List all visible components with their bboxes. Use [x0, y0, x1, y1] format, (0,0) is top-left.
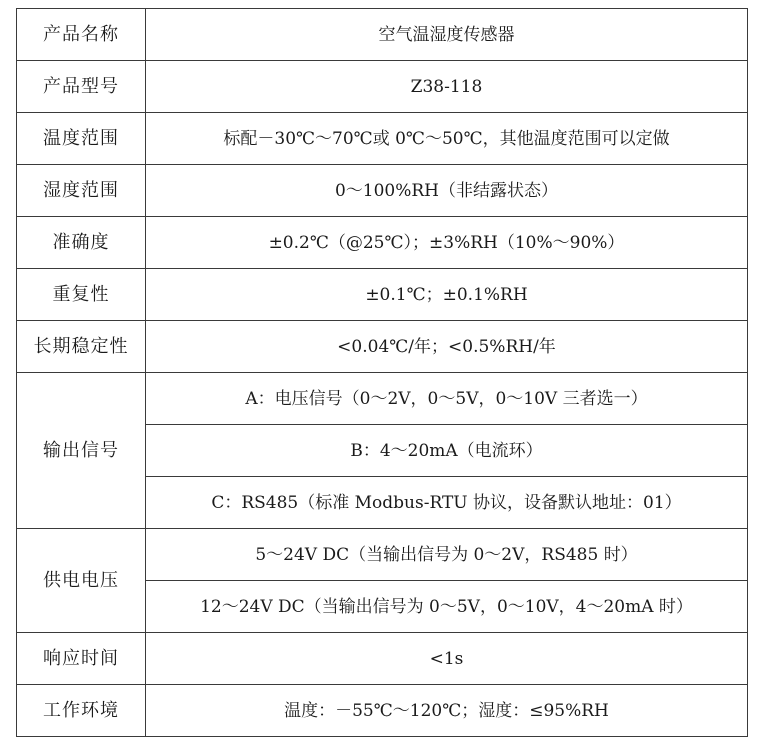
value-cell: 空气温湿度传感器 [146, 9, 748, 61]
value-cell: ±0.2℃（@25℃）；±3%RH（10%～90%） [146, 217, 748, 269]
row-product-name [17, 9, 748, 61]
label-cell: 工作环境 [17, 685, 146, 737]
row-repeatability [17, 269, 748, 321]
value-cell: <1s [146, 633, 748, 685]
value-cell: B：4～20mA（电流环） [146, 425, 748, 477]
label-cell: 温度范围 [17, 113, 146, 165]
row-working-environment [17, 685, 748, 737]
row-product-model [17, 61, 748, 113]
value-cell: <0.04℃/年；<0.5%RH/年 [146, 321, 748, 373]
spec-table [16, 8, 748, 737]
label-cell: 长期稳定性 [17, 321, 146, 373]
value-cell: 温度：－55℃～120℃；湿度：≤95%RH [146, 685, 748, 737]
row-temperature-range [17, 113, 748, 165]
value-cell: 5～24V DC（当输出信号为 0～2V，RS485 时） [146, 529, 748, 581]
value-cell: 0～100%RH（非结露状态） [146, 165, 748, 217]
label-cell: 输出信号 [17, 373, 146, 529]
label-cell: 准确度 [17, 217, 146, 269]
row-accuracy [17, 217, 748, 269]
row-humidity-range [17, 165, 748, 217]
value-cell: 12～24V DC（当输出信号为 0～5V，0～10V，4～20mA 时） [146, 581, 748, 633]
value-cell: 标配－30℃～70℃或 0℃～50℃，其他温度范围可以定做 [146, 113, 748, 165]
value-cell: Z38-118 [146, 61, 748, 113]
label-cell: 响应时间 [17, 633, 146, 685]
row-long-term-stability [17, 321, 748, 373]
row-supply-voltage [17, 529, 748, 581]
value-cell: A：电压信号（0～2V，0～5V，0～10V 三者选一） [146, 373, 748, 425]
value-cell: C：RS485（标准 Modbus-RTU 协议，设备默认地址：01） [146, 477, 748, 529]
label-cell: 产品名称 [17, 9, 146, 61]
row-response-time [17, 633, 748, 685]
label-cell: 供电电压 [17, 529, 146, 633]
row-output-signal [17, 373, 748, 425]
label-cell: 产品型号 [17, 61, 146, 113]
label-cell: 重复性 [17, 269, 146, 321]
value-cell: ±0.1℃；±0.1%RH [146, 269, 748, 321]
label-cell: 湿度范围 [17, 165, 146, 217]
